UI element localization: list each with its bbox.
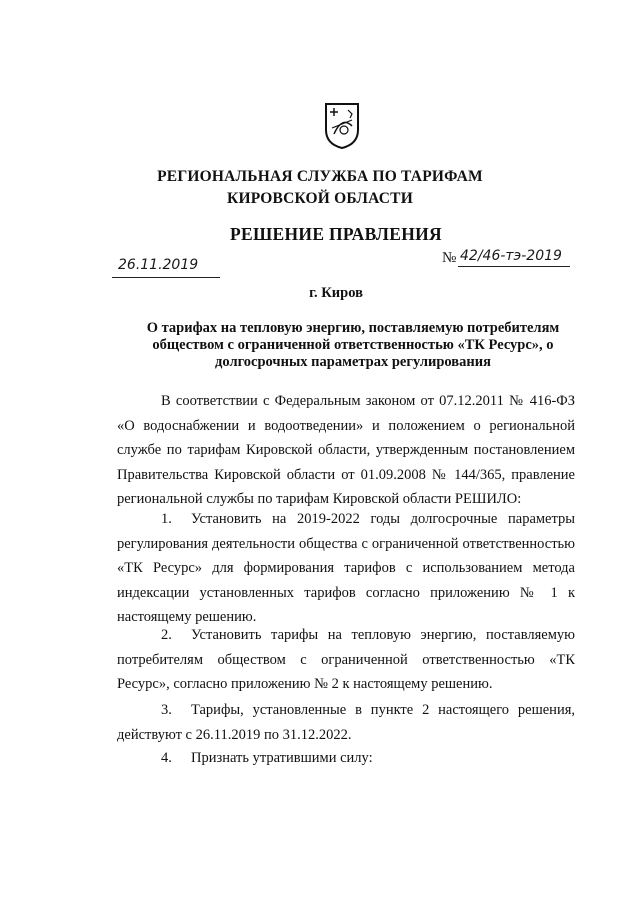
list-item: [117, 507, 575, 630]
document-type-title: РЕШЕНИЕ ПРАВЛЕНИЯ: [230, 224, 442, 244]
item-number: 3.: [161, 702, 172, 718]
kirov-coat-of-arms-icon: [322, 100, 362, 150]
item-text: Установить на 2019-2022 годы долгосрочные параметры регулирования деятельности общества с ограниченной ответственностью «ТК Ресурс» для формирования тарифов с использованием метода индексации установленных тарифов согласно приложению № 1 к настоящему решению.: [117, 511, 575, 625]
handwritten-number: 42/46-тэ-2019: [460, 248, 562, 264]
number-sign: №: [442, 250, 457, 266]
item-number: 2.: [161, 627, 172, 643]
org-name-line2: КИРОВСКОЙ ОБЛАСТИ: [227, 190, 413, 207]
list-item: [117, 746, 575, 771]
list-item: [117, 623, 575, 697]
subject-line: долгосрочных параметрах регулирования: [215, 354, 491, 370]
item-text: Тарифы, установленные в пункте 2 настоящего решения, действуют с 26.11.2019 по 31.12.2022.: [117, 702, 575, 743]
item-number: 4.: [161, 750, 172, 766]
org-name-line1: РЕГИОНАЛЬНАЯ СЛУЖБА ПО ТАРИФАМ: [157, 168, 483, 185]
subject-heading: [0, 320, 640, 371]
item-number: 1.: [161, 511, 172, 527]
list-item: [117, 698, 575, 747]
subject-line: О тарифах на тепловую энергию, поставляемую потребителям: [146, 320, 560, 336]
handwritten-date: 26.11.2019: [118, 257, 199, 273]
city-line: г. Киров: [309, 285, 363, 301]
date-field: [112, 259, 220, 278]
item-text: Признать утратившими силу:: [191, 750, 373, 766]
subject-line: обществом с ограниченной ответственностью «ТК Ресурс», о: [152, 337, 554, 353]
preamble-paragraph: [117, 389, 575, 512]
item-text: Установить тарифы на тепловую энергию, поставляемую потребителям обществом с ограниченной ответственностью «ТК Ресурс», согласно приложению № 2 к настоящему решению.: [117, 627, 575, 692]
preamble-text: В соответствии с Федеральным законом от 07.12.2011 № 416-ФЗ «О водоснабжении и водоотведении» и положением о региональной службе по тарифам Кировской области, утвержденным постановлением Правительства Кировской области от 01.09.2008 № 144/365, правление региональной службы по тарифам Кировской области РЕШИЛО:: [117, 393, 575, 507]
number-underline: [458, 250, 570, 267]
